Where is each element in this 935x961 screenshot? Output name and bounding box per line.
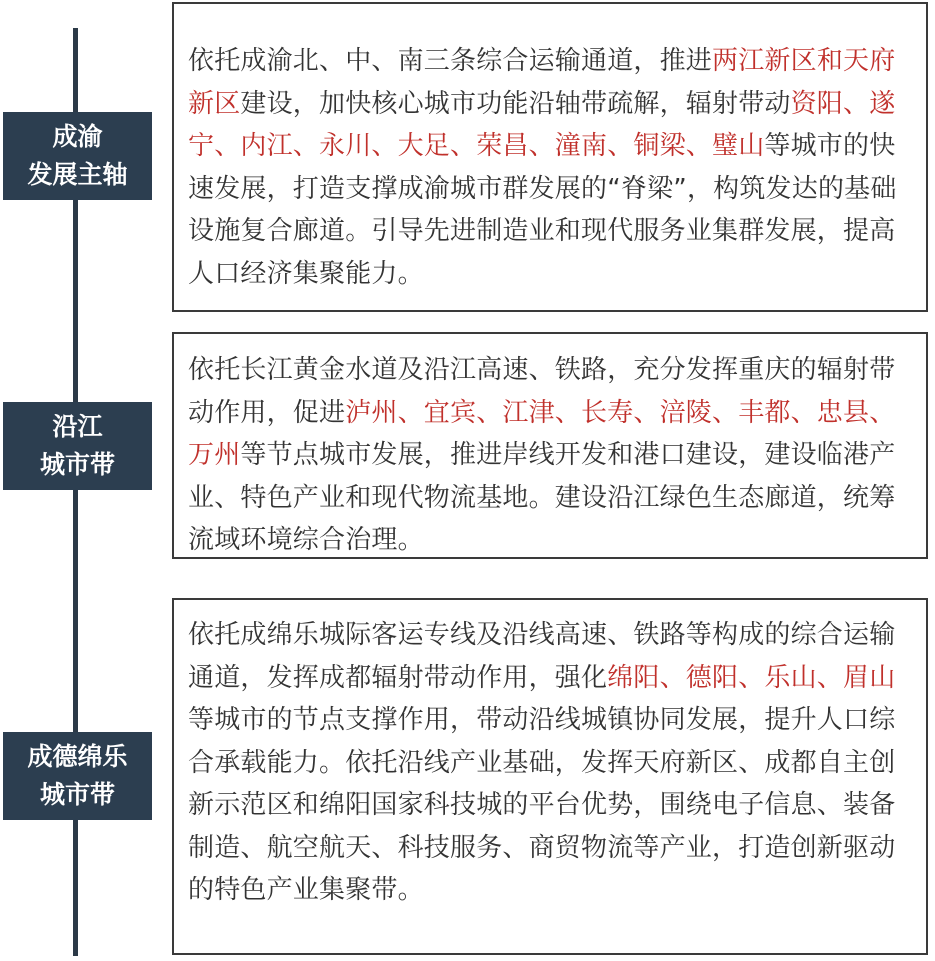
label-line-2: 城市带 (39, 450, 115, 479)
label-line-1: 成渝 (52, 122, 103, 151)
label-line-1: 成德绵乐 (27, 742, 128, 771)
highlight-run: 泸州、宜宾、江津、长寿、涪陵、丰都、忠县、万州 (188, 397, 896, 470)
text-run: 等城市的快速发展，打造支撑成渝城市群发展的“脊梁”，构筑发达的基础设施复合廊道。引导先进制造业和现代服务业集群发展，提高人口经济集聚能力。 (188, 131, 897, 289)
text-run: 等节点城市发展，推进岸线开发和港口建设，建设临港产业、特色产业和现代物流基地。建设沿江绿色生态廊道，统筹流域环境综合治理。 (188, 440, 896, 555)
paragraph (188, 349, 912, 562)
text-run: 等城市的节点支撑作用，带动沿线城镇协同发展，提升人口综合承载能力。依托沿线产业基础，发挥天府新区、成都自主创新示范区和绵阳国家科技城的平台优势，围绕电子信息、装备制造、航空航天、科技服务、商贸物流等产业，打造创新驱动的特色产业集聚带。 (188, 705, 896, 905)
label-riverside-belt (3, 402, 152, 490)
label-chengyu-axis (3, 112, 152, 200)
label-chengdemianle-belt (3, 732, 152, 820)
text-box-riverside-belt (172, 332, 928, 559)
highlight-run: 绵阳、德阳、乐山、眉山 (607, 662, 896, 693)
label-line-1: 沿江 (52, 412, 103, 441)
text-run: 依托成渝北、中、南三条综合运输通道，推进 (188, 46, 713, 76)
text-run: 建设，加快核心城市功能沿轴带疏解，辐射带动 (240, 88, 791, 119)
highlight-run: 资阳、遂宁、内江、永川、大足、荣昌、潼南、铜梁、璧山 (188, 88, 896, 161)
text-box-chengdemianle-belt (172, 598, 928, 955)
label-line-2: 城市带 (39, 780, 115, 809)
text-run: 依托成绵乐城际客运专线及沿线高速、铁路等构成的综合运输通道，发挥成都辐射带动作用，强化 (188, 620, 896, 693)
paragraph (188, 40, 912, 295)
text-run: 依托长江黄金水道及沿江高速、铁路，充分发挥重庆的辐射带动作用，促进 (188, 355, 896, 428)
paragraph (188, 614, 912, 912)
text-box-chengyu-axis (172, 2, 928, 312)
label-line-2: 发展主轴 (27, 160, 128, 189)
highlight-run: 两江新区和天府新区 (188, 46, 896, 119)
